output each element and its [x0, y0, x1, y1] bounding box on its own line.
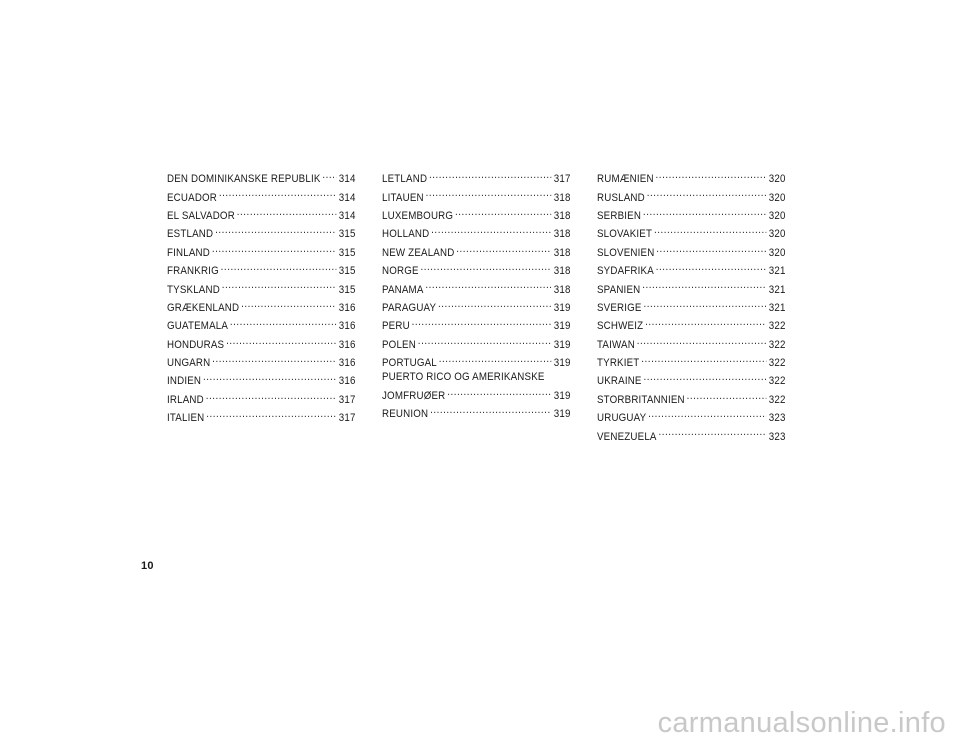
index-entry[interactable]: [382, 205, 571, 223]
index-entry-page: 321: [768, 283, 786, 296]
index-entry[interactable]: [382, 315, 571, 333]
index-entry-page: 323: [768, 430, 786, 443]
index-entry-page: 315: [338, 228, 356, 241]
index-entry[interactable]: [382, 403, 571, 421]
index-entry-page: 321: [768, 301, 786, 314]
index-entry[interactable]: [597, 223, 786, 241]
index-entry[interactable]: [382, 260, 571, 278]
index-entry-name: TYRKIET: [597, 357, 640, 370]
dot-leader: [648, 407, 766, 421]
index-entry[interactable]: [167, 334, 356, 352]
dot-leader: [654, 223, 766, 237]
index-entry-name: SYDAFRIKA: [597, 265, 654, 278]
index-entry-heading: PUERTO RICO OG AMERIKANSKE: [382, 371, 545, 384]
index-entry[interactable]: [167, 389, 356, 407]
index-entry-page: 320: [768, 191, 786, 204]
index-entry-name: URUGUAY: [597, 412, 647, 425]
index-entry-name: HOLLAND: [382, 228, 430, 241]
index-entry-page: 319: [553, 357, 571, 370]
index-entry-page: 318: [553, 246, 571, 259]
index-entry-name: UKRAINE: [597, 375, 642, 388]
dot-leader: [226, 334, 336, 348]
dot-leader: [439, 352, 551, 366]
index-entry-page: 320: [768, 228, 786, 241]
dot-leader: [455, 205, 551, 219]
dot-leader: [641, 352, 766, 366]
index-entry-name: FRANKRIG: [167, 265, 219, 278]
index-entry-name: TAIWAN: [597, 338, 635, 351]
dot-leader: [241, 297, 336, 311]
dot-leader: [221, 260, 336, 274]
dot-leader: [447, 385, 551, 399]
dot-leader: [219, 186, 336, 200]
index-entry-name: GRÆKENLAND: [167, 301, 240, 314]
index-entry-page: 318: [553, 265, 571, 278]
index-entry[interactable]: [597, 425, 786, 443]
index-entry[interactable]: [167, 205, 356, 223]
index-entry-name: ESTLAND: [167, 228, 214, 241]
index-entry-page: 314: [338, 209, 356, 222]
index-entry-name: INDIEN: [167, 375, 202, 388]
index-entry[interactable]: [382, 352, 571, 370]
index-entry[interactable]: [597, 370, 786, 388]
index-entry-name: IRLAND: [167, 393, 204, 406]
dot-leader: [642, 278, 766, 292]
dot-leader: [230, 315, 336, 329]
index-entry-page: 320: [768, 209, 786, 222]
index-entry-name: NORGE: [382, 265, 419, 278]
index-entry-page: 316: [338, 301, 356, 314]
dot-leader: [203, 370, 336, 384]
index-entry[interactable]: [167, 168, 356, 186]
index-entry[interactable]: [382, 297, 571, 315]
index-entry-page: 322: [768, 320, 786, 333]
dot-leader: [425, 278, 551, 292]
index-entry-name: ECUADOR: [167, 191, 218, 204]
index-entry-page: 319: [553, 301, 571, 314]
index-entry-name: SERBIEN: [597, 209, 642, 222]
dot-leader: [656, 168, 766, 182]
index-entry-page: 319: [553, 338, 571, 351]
index-entry-name: HONDURAS: [167, 338, 225, 351]
index-entry-name: PANAMA: [382, 283, 424, 296]
index-entry-name: FINLAND: [167, 246, 210, 259]
index-entry-page: 323: [768, 412, 786, 425]
index-entry[interactable]: [167, 297, 356, 315]
index-entry[interactable]: [167, 315, 356, 333]
dot-leader: [412, 315, 551, 329]
index-entry-name: DEN DOMINIKANSKE REPUBLIK: [167, 173, 321, 186]
index-entry-page: 314: [338, 173, 356, 186]
index-entry-name: RUSLAND: [597, 191, 645, 204]
index-entry[interactable]: [167, 352, 356, 370]
dot-leader: [222, 278, 336, 292]
index-entry[interactable]: [382, 168, 571, 186]
index-entry-page: 322: [768, 357, 786, 370]
dot-leader: [322, 168, 336, 182]
dot-leader: [637, 334, 766, 348]
index-column-2: [382, 168, 571, 421]
index-entry-page: 315: [338, 246, 356, 259]
index-entry-page: 316: [338, 375, 356, 388]
page-number: 10: [141, 560, 154, 572]
index-entry[interactable]: [167, 370, 356, 388]
index-entry[interactable]: [167, 278, 356, 296]
index-entry-name: SPANIEN: [597, 283, 641, 296]
index-entry-page: 316: [338, 357, 356, 370]
dot-leader: [643, 297, 766, 311]
index-entry[interactable]: [382, 334, 571, 352]
index-entry-page: 314: [338, 191, 356, 204]
index-entry-page: 318: [553, 191, 571, 204]
index-entry-name: SCHWEIZ: [597, 320, 644, 333]
index-entry-name: LITAUEN: [382, 191, 424, 204]
dot-leader: [212, 242, 336, 256]
index-entry-page: 317: [338, 412, 356, 425]
index-entry[interactable]: [597, 260, 786, 278]
index-entry-name: JOMFRUØER: [382, 389, 446, 402]
index-entry-name: SVERIGE: [597, 301, 642, 314]
index-entry-name: LETLAND: [382, 173, 428, 186]
index-entry[interactable]: [167, 223, 356, 241]
index-entry-page: 321: [768, 265, 786, 278]
index-entry[interactable]: [597, 407, 786, 425]
dot-leader: [237, 205, 336, 219]
dot-leader: [431, 223, 551, 237]
dot-leader: [206, 389, 336, 403]
dot-leader: [430, 403, 551, 417]
dot-leader: [643, 205, 766, 219]
index-entry[interactable]: [167, 260, 356, 278]
index-entry-name: RUMÆNIEN: [597, 173, 654, 186]
index-entry-page: 319: [553, 320, 571, 333]
index-entry-page: 318: [553, 228, 571, 241]
index-entry-page: 317: [553, 173, 571, 186]
index-entry[interactable]: [597, 334, 786, 352]
dot-leader: [656, 260, 766, 274]
index-entry-page: 320: [768, 246, 786, 259]
index-entry-name: REUNION: [382, 408, 429, 421]
index-entry[interactable]: [597, 278, 786, 296]
index-entry[interactable]: [597, 205, 786, 223]
index-entry-page: 317: [338, 393, 356, 406]
index-entry-name: GUATEMALA: [167, 320, 229, 333]
index-entry-page: 319: [553, 408, 571, 421]
index-entry-name: LUXEMBOURG: [382, 209, 454, 222]
index-entry-page: 322: [768, 338, 786, 351]
index-entry-page: 316: [338, 338, 356, 351]
dot-leader: [421, 260, 552, 274]
index-entry-name: PORTUGAL: [382, 357, 437, 370]
index-entry[interactable]: [597, 242, 786, 260]
index-entry-name: NEW ZEALAND: [382, 246, 455, 259]
index-entry-page: 322: [768, 393, 786, 406]
index-entry-name: POLEN: [382, 338, 416, 351]
index-entry[interactable]: [597, 297, 786, 315]
index-entry[interactable]: [597, 186, 786, 204]
dot-leader: [643, 370, 766, 384]
index-entry[interactable]: [167, 407, 356, 425]
index-entry[interactable]: [597, 168, 786, 186]
dot-leader: [438, 297, 551, 311]
index-entry-page: 318: [553, 283, 571, 296]
index-column-1: [167, 168, 356, 425]
index-entry[interactable]: [382, 223, 571, 241]
dot-leader: [687, 389, 766, 403]
index-entry-page: 322: [768, 375, 786, 388]
index-entry[interactable]: [597, 315, 786, 333]
index-entry[interactable]: [382, 242, 571, 260]
dot-leader: [429, 168, 551, 182]
dot-leader: [656, 242, 766, 256]
dot-leader: [418, 334, 551, 348]
index-entry-page: 315: [338, 283, 356, 296]
watermark: carmanualsonline.info: [657, 707, 946, 739]
dot-leader: [658, 425, 766, 439]
index-entry-name: ITALIEN: [167, 412, 205, 425]
dot-leader: [212, 352, 336, 366]
index-entry[interactable]: [167, 186, 356, 204]
index-entry-name: PERU: [382, 320, 410, 333]
index-entry[interactable]: [382, 278, 571, 296]
dot-leader: [215, 223, 336, 237]
index-entry-page: 319: [553, 389, 571, 402]
index-entry[interactable]: [382, 385, 571, 403]
index-entry[interactable]: [597, 352, 786, 370]
index-entry-name: STORBRITANNIEN: [597, 393, 685, 406]
index-entry-page: 316: [338, 320, 356, 333]
index-entry[interactable]: [167, 242, 356, 260]
index-entry-page: 318: [553, 209, 571, 222]
index-entry-name: SLOVAKIET: [597, 228, 653, 241]
dot-leader: [206, 407, 336, 421]
index-entry[interactable]: [597, 389, 786, 407]
index-column-3: [597, 168, 786, 444]
dot-leader: [645, 315, 766, 329]
index-entry-name: UNGARN: [167, 357, 211, 370]
index-entry[interactable]: [382, 186, 571, 204]
dot-leader: [647, 186, 766, 200]
index-entry-name: PARAGUAY: [382, 301, 437, 314]
dot-leader: [426, 186, 551, 200]
index-entry-name: EL SALVADOR: [167, 209, 235, 222]
index-entry-name: TYSKLAND: [167, 283, 220, 296]
dot-leader: [456, 242, 551, 256]
index-entry-name: VENEZUELA: [597, 430, 657, 443]
index-entry-page: 320: [768, 173, 786, 186]
index-entry-page: 315: [338, 265, 356, 278]
index-entry-name: SLOVENIEN: [597, 246, 655, 259]
